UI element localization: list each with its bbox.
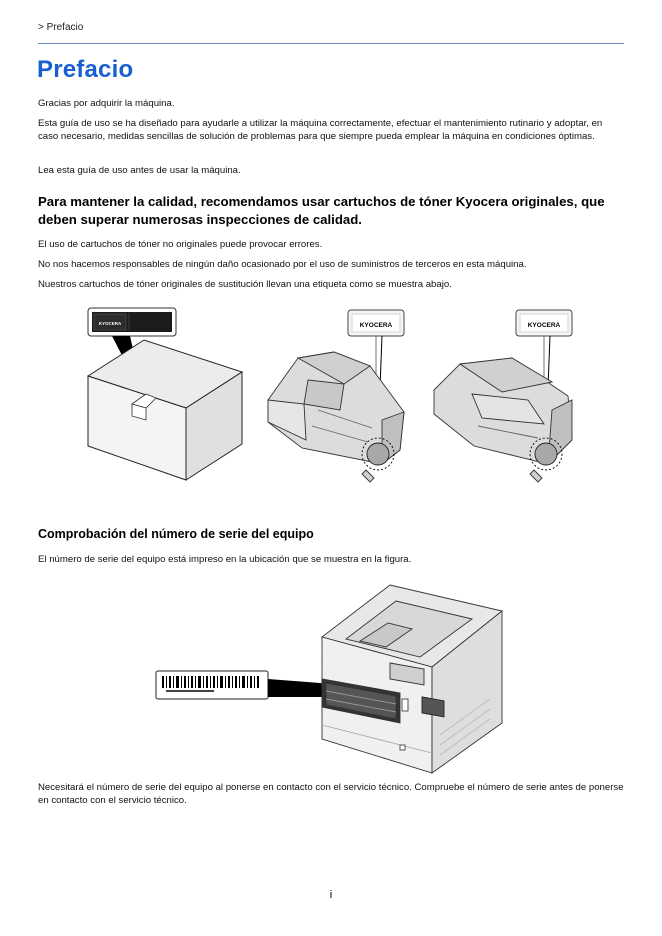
box-label-callout <box>88 308 176 336</box>
page-title: Prefacio <box>37 56 134 83</box>
quality-paragraph-3: Nuestros cartuchos de tóner originales de sustitución llevan una etiqueta como se muestra abajo. <box>38 279 452 290</box>
intro-paragraph-2: Esta guía de uso se ha diseñado para ayudarle a utilizar la máquina correctamente, efectuar el mantenimiento rutinario y adoptar, en caso necesario, medidas sencillas de solución de problemas para que siempre pueda emplear la máquina en condiciones óptimas. <box>38 118 603 142</box>
toner-label-illustration <box>82 300 602 490</box>
serial-paragraph-1: El número de serie del equipo está impreso en la ubicación que se muestra en la figura. <box>38 554 412 565</box>
cartridge-label-2-text: KYOCERA <box>527 322 561 329</box>
printer <box>322 585 502 773</box>
quality-paragraph-1: El uso de cartuchos de tóner no originales puede provocar errores. <box>38 239 323 250</box>
intro-paragraph-3: Lea esta guía de uso antes de usar la máquina. <box>38 165 241 176</box>
toner-cartridge-2 <box>434 358 572 482</box>
printer-serial-illustration <box>150 575 530 785</box>
toner-box <box>88 340 242 480</box>
quality-paragraph-2: No nos hacemos responsables de ningún daño ocasionado por el uso de suministros de terceros en esta máquina. <box>38 259 527 270</box>
intro-paragraph-1: Gracias por adquirir la máquina. <box>38 98 175 109</box>
quality-heading: Para mantener la calidad, recomendamos usar cartuchos de tóner Kyocera originales, que deben superar numerosas inspecciones de calidad. <box>38 194 605 227</box>
serial-paragraph-2: Necesitará el número de serie del equipo al ponerse en contacto con el servicio técnico. Compruebe el número de serie antes de ponerse en contacto con el servicio técnico. <box>38 782 624 806</box>
toner-cartridge-1 <box>268 352 404 482</box>
breadcrumb[interactable]: > Prefacio <box>38 22 84 33</box>
svg-text:KYOCERA: KYOCERA <box>98 321 122 326</box>
page-number: i <box>329 889 333 901</box>
header-rule <box>38 43 624 44</box>
cartridge-label-1-text: KYOCERA <box>359 322 393 329</box>
serial-heading: Comprobación del número de serie del equipo <box>38 527 314 541</box>
serial-number-label <box>156 671 268 699</box>
